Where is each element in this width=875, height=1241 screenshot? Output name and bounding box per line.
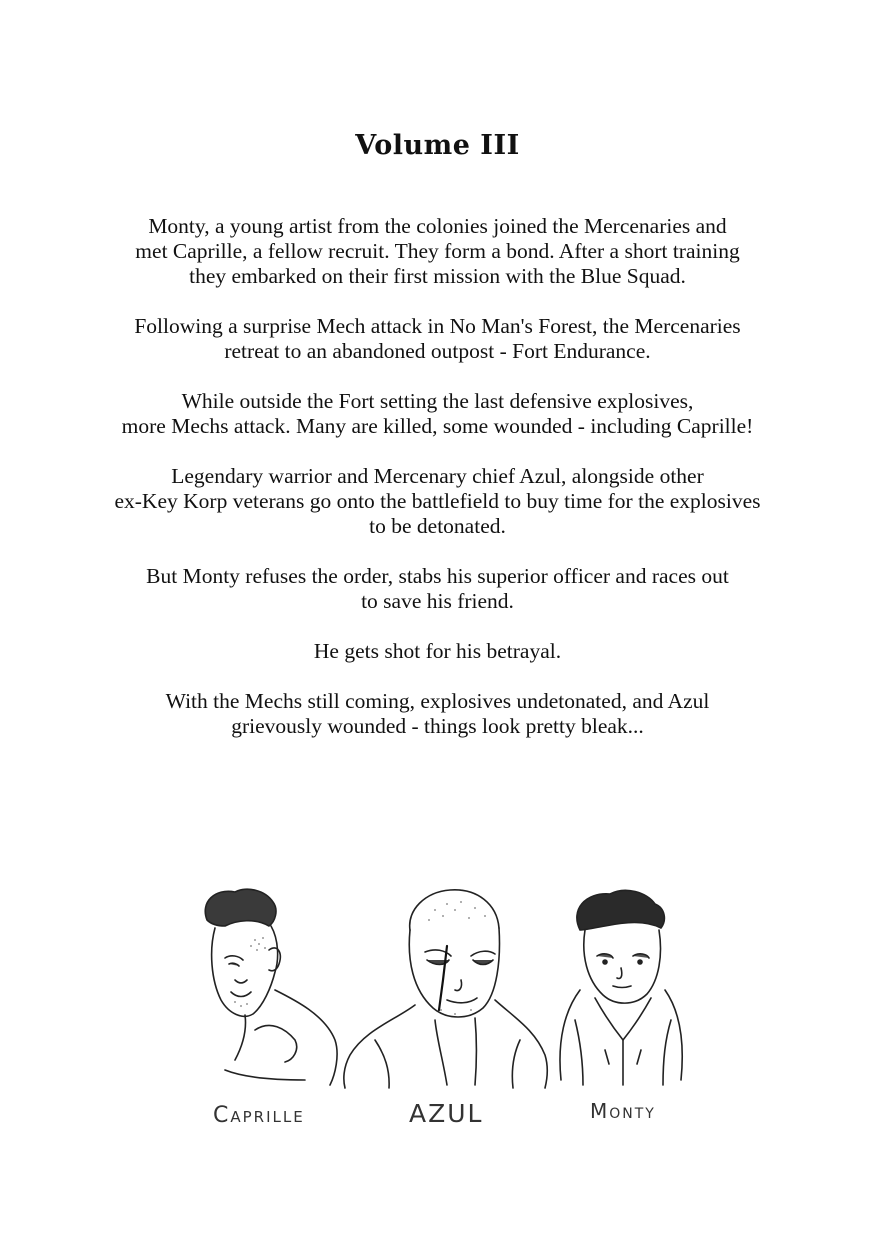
recap-line: to be detonated. (369, 514, 506, 538)
recap-line: While outside the Fort setting the last defensive explosives, (181, 389, 694, 413)
recap-line: Legendary warrior and Mercenary chief Azul, alongside other (171, 464, 704, 488)
recap-line: But Monty refuses the order, stabs his superior officer and races out (146, 564, 729, 588)
recap-line: met Caprille, a fellow recruit. They form a bond. After a short training (135, 239, 740, 263)
recap-paragraph (60, 314, 815, 364)
recap-line: retreat to an abandoned outpost - Fort Endurance. (224, 339, 651, 363)
recap-paragraph (60, 214, 815, 289)
azul-label: AZUL (409, 1099, 484, 1128)
monty-label: Monty (590, 1099, 656, 1123)
character-illustration (185, 880, 715, 1090)
recap-line: more Mechs attack. Many are killed, some wounded - including Caprille! (121, 414, 754, 438)
page-title: Volume III (355, 130, 520, 162)
recap-line: they embarked on their first mission with the Blue Squad. (189, 264, 686, 288)
recap-line: ex-Key Korp veterans go onto the battlefield to buy time for the explosives (114, 489, 761, 513)
recap-paragraph (60, 564, 815, 614)
recap-paragraph (60, 689, 815, 739)
azul-portrait (344, 890, 547, 1088)
recap-line: With the Mechs still coming, explosives undetonated, and Azul (165, 689, 710, 713)
caprille-label: Caprille (213, 1103, 305, 1128)
recap-paragraph (60, 639, 815, 664)
recap-paragraph (60, 389, 815, 439)
character-name-labels (185, 1095, 715, 1145)
recap-line: He gets shot for his betrayal. (313, 639, 562, 663)
caprille-portrait (205, 889, 337, 1085)
monty-portrait (560, 890, 682, 1085)
recap-line: to save his friend. (361, 589, 514, 613)
recap-line: Monty, a young artist from the colonies joined the Mercenaries and (148, 214, 727, 238)
recap-paragraph (60, 464, 815, 539)
recap-line: Following a surprise Mech attack in No Man's Forest, the Mercenaries (134, 314, 741, 338)
recap-line: grievously wounded - things look pretty bleak... (231, 714, 644, 738)
story-recap (60, 214, 815, 764)
